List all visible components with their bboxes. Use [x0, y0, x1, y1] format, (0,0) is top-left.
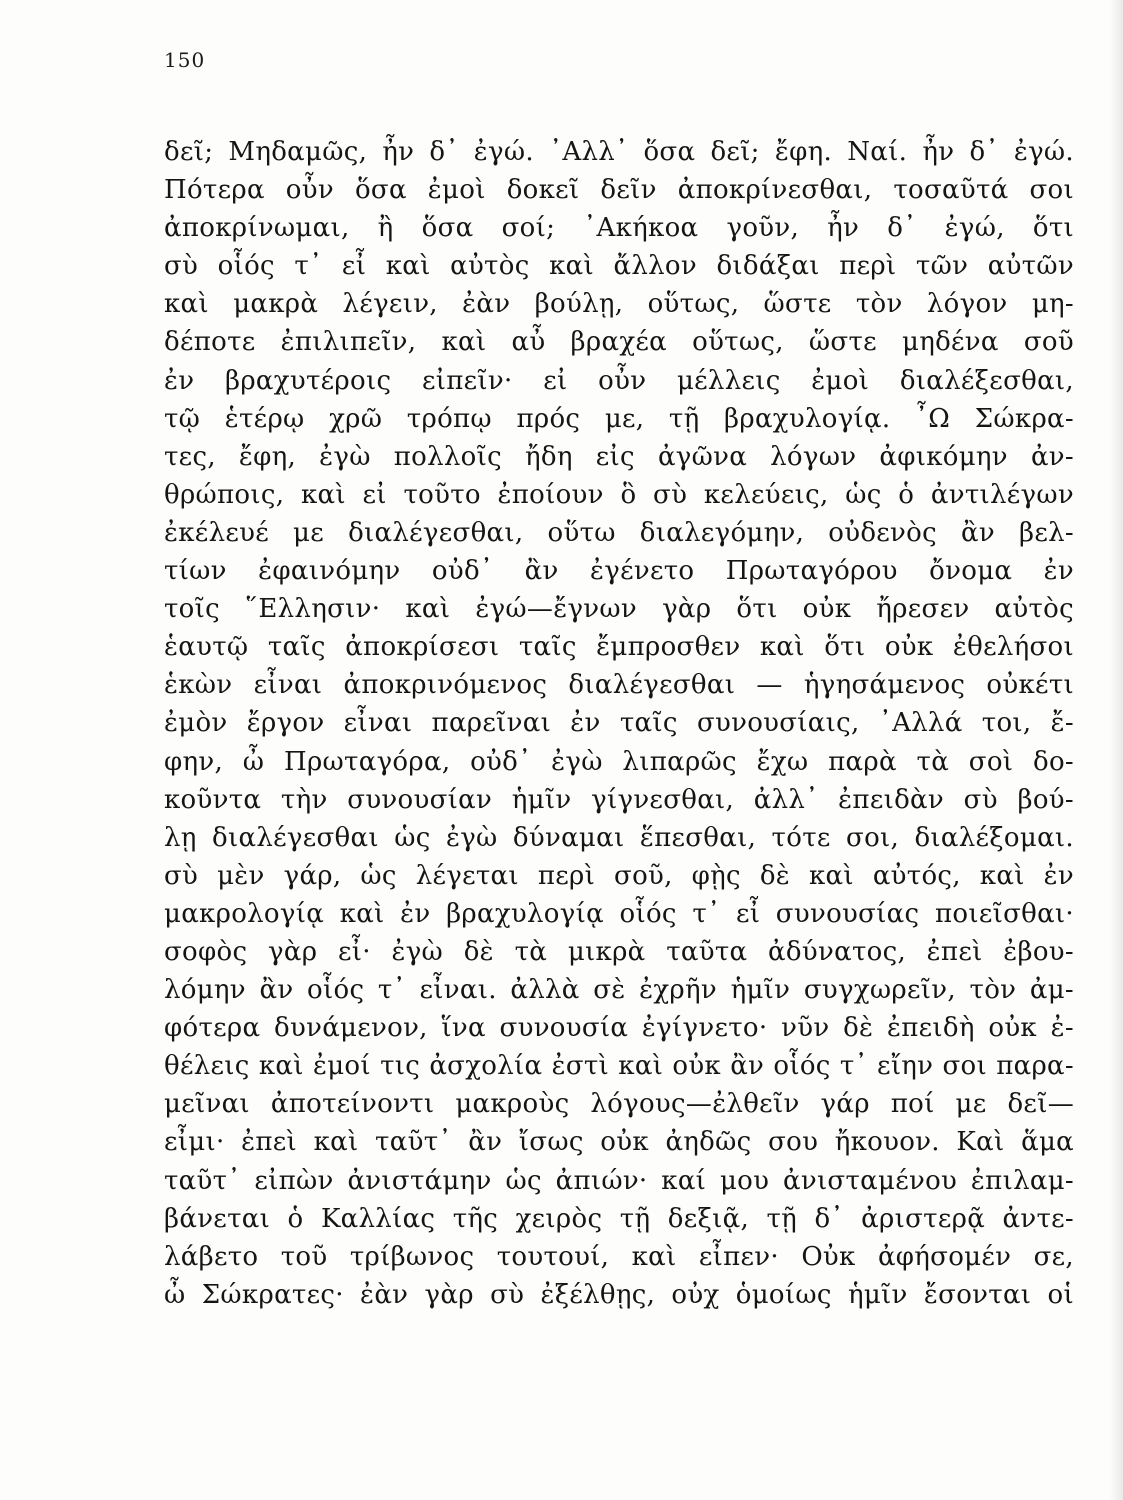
- text-line: δεῖ; Μηδαμῶς, ἦν δ᾽ ἐγώ. ᾽Αλλ᾽ ὅσα δεῖ; ἔφη. Ναί. ἦν δ᾽ ἐγώ.: [164, 137, 1074, 167]
- text-line: λόμην ἂν οἷός τ᾽ εἶναι. ἀλλὰ σὲ ἐχρῆν ἡμῖν συγχωρεῖν, τὸν ἀμ-: [164, 975, 1074, 1006]
- text-line: ἐμὸν ἔργον εἶναι παρεῖναι ἐν ταῖς συνουσίαις, ᾽Αλλά τοι, ἔ-: [164, 708, 1074, 739]
- text-line: βάνεται ὁ Καλλίας τῆς χειρὸς τῇ δεξιᾷ, τῇ δ᾽ ἀριστερᾷ ἀντε-: [164, 1203, 1074, 1234]
- text-line: θέλεις καὶ ἐμοί τις ἀσχολία ἐστὶ καὶ οὐκ ἂν οἷός τ᾽ εἴην σοι παρα-: [164, 1051, 1074, 1082]
- text-line: ἑαυτῷ ταῖς ἀποκρίσεσι ταῖς ἔμπροσθεν καὶ ὅτι οὐκ ἐθελήσοι: [164, 632, 1074, 663]
- text-line: σοφὸς γὰρ εἶ· ἐγὼ δὲ τὰ μικρὰ ταῦτα ἀδύνατος, ἐπεὶ ἐβου-: [164, 936, 1074, 967]
- text-line: δέποτε ἐπιλιπεῖν, καὶ αὖ βραχέα οὕτως, ὥστε μηδένα σοῦ: [164, 327, 1074, 358]
- text-line: φότερα δυνάμενον, ἵνα συνουσία ἐγίγνετο· νῦν δὲ ἐπειδὴ οὐκ ἐ-: [164, 1013, 1074, 1044]
- text-line: κοῦντα τὴν συνουσίαν ἡμῖν γίγνεσθαι, ἀλλ᾽ ἐπειδὰν σὺ βού-: [164, 784, 1074, 815]
- page-number: 150: [164, 48, 206, 72]
- text-line: εἶμι· ἐπεὶ καὶ ταῦτ᾽ ἂν ἴσως οὐκ ἀηδῶς σου ἤκουον. Καὶ ἅμα: [164, 1127, 1074, 1158]
- text-line: ταῦτ᾽ εἰπὼν ἀνιστάμην ὡς ἀπιών· καί μου ἀνισταμένου ἐπιλαμ-: [164, 1165, 1074, 1196]
- text-line: μακρολογίᾳ καὶ ἐν βραχυλογίᾳ οἷός τ᾽ εἶ συνουσίας ποιεῖσθαι·: [164, 898, 1074, 929]
- text-line: ἐκέλευέ με διαλέγεσθαι, οὕτω διαλεγόμην, οὐδενὸς ἂν βελ-: [164, 517, 1074, 548]
- text-line: καὶ μακρὰ λέγειν, ἐὰν βούλῃ, οὕτως, ὥστε τὸν λόγον μη-: [164, 289, 1074, 320]
- text-line: τῷ ἑτέρῳ χρῶ τρόπῳ πρός με, τῇ βραχυλογίᾳ. ῏Ω Σώκρα-: [164, 403, 1074, 434]
- text-line: σὺ μὲν γάρ, ὡς λέγεται περὶ σοῦ, φῂς δὲ καὶ αὐτός, καὶ ἐν: [164, 860, 1074, 891]
- greek-text-body: [164, 133, 1074, 1314]
- text-line: Πότερα οὖν ὅσα ἐμοὶ δοκεῖ δεῖν ἀποκρίνεσθαι, τοσαῦτά σοι: [164, 175, 1074, 206]
- text-line: λῃ διαλέγεσθαι ὡς ἐγὼ δύναμαι ἕπεσθαι, τότε σοι, διαλέξομαι.: [164, 822, 1074, 853]
- text-line: ἀποκρίνωμαι, ἢ ὅσα σοί; ᾽Ακήκοα γοῦν, ἦν δ᾽ ἐγώ, ὅτι: [164, 213, 1074, 244]
- text-line: ἑκὼν εἶναι ἀποκρινόμενος διαλέγεσθαι — ἡγησάμενος οὐκέτι: [164, 670, 1074, 701]
- text-line: τίων ἐφαινόμην οὐδ᾽ ἂν ἐγένετο Πρωταγόρου ὄνομα ἐν: [164, 556, 1074, 587]
- text-line: μεῖναι ἀποτείνοντι μακροὺς λόγους—ἐλθεῖν γάρ ποί με δεῖ—: [164, 1089, 1074, 1120]
- text-line: θρώποις, καὶ εἰ τοῦτο ἐποίουν ὃ σὺ κελεύεις, ὡς ὁ ἀντιλέγων: [164, 479, 1074, 510]
- text-line: λάβετο τοῦ τρίβωνος τουτουί, καὶ εἶπεν· Οὐκ ἀφήσομέν σε,: [164, 1241, 1074, 1272]
- page-edge-shadow: [1109, 0, 1123, 1500]
- text-line: σὺ οἷός τ᾽ εἶ καὶ αὐτὸς καὶ ἄλλον διδάξαι περὶ τῶν αὐτῶν: [164, 251, 1074, 282]
- text-line: ὦ Σώκρατες· ἐὰν γὰρ σὺ ἐξέλθῃς, οὐχ ὁμοίως ἡμῖν ἔσονται οἱ: [164, 1279, 1074, 1310]
- text-line: τες, ἔφη, ἐγὼ πολλοῖς ἤδη εἰς ἀγῶνα λόγων ἀφικόμην ἀν-: [164, 441, 1074, 472]
- text-line: ἐν βραχυτέροις εἰπεῖν· εἰ οὖν μέλλεις ἐμοὶ διαλέξεσθαι,: [164, 365, 1074, 396]
- text-line: τοῖς ῞Ελλησιν· καὶ ἐγώ—ἔγνων γὰρ ὅτι οὐκ ἤρεσεν αὐτὸς: [164, 594, 1074, 625]
- text-line: φην, ὦ Πρωταγόρα, οὐδ᾽ ἐγὼ λιπαρῶς ἔχω παρὰ τὰ σοὶ δο-: [164, 746, 1074, 777]
